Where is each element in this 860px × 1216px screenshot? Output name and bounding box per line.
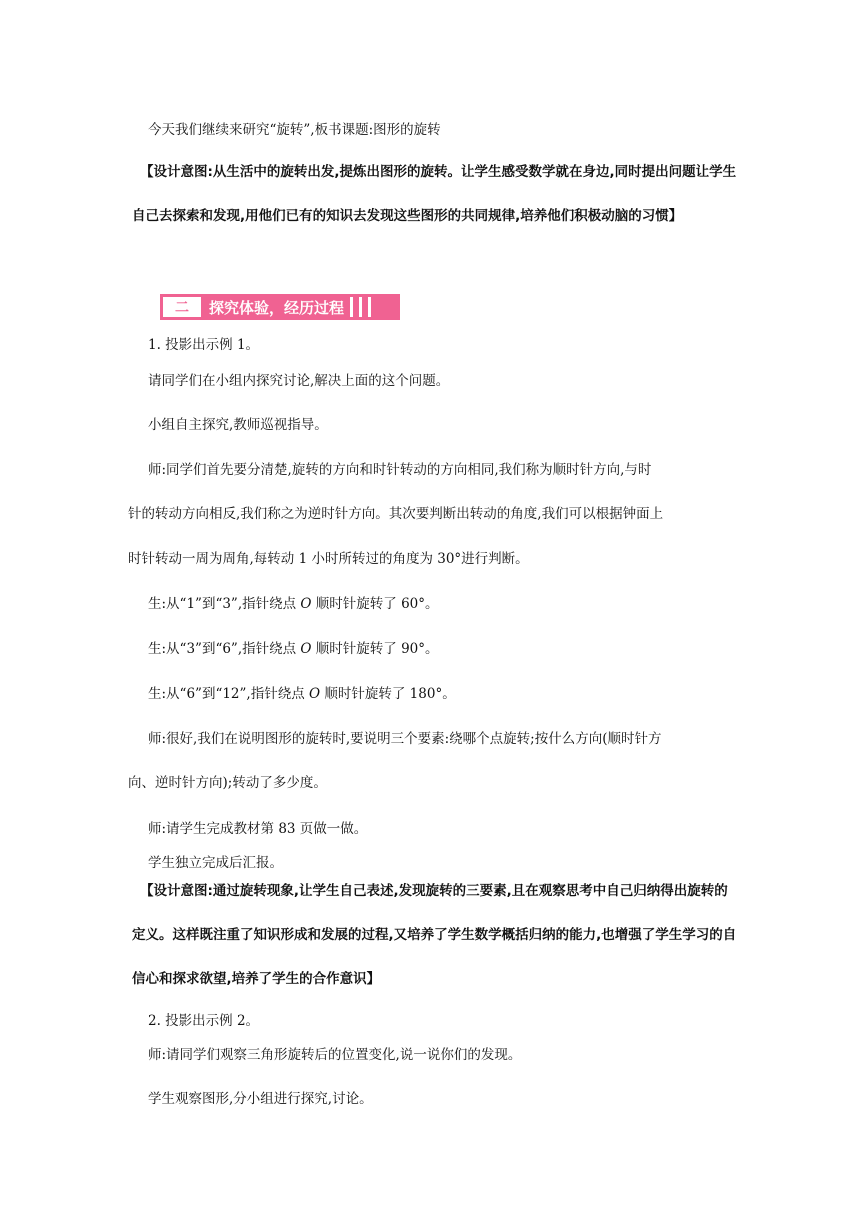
text-line: 小组自主探究,教师巡视指导。 bbox=[148, 417, 328, 433]
text-line: 时针转动一周为周角,每转动 1 小时所转过的角度为 30°进行判断。 bbox=[128, 551, 529, 567]
design-intent-1: 【设计意图:从生活中的旋转出发,提炼出图形的旋转。让学生感受数学就在身边,同时提出问题让学生自己去探索和发现,用他们已有的知识去发现这些图形的共同规律,培养他们积极动脑的习惯】 bbox=[132, 164, 737, 224]
text-line: 学生观察图形,分小组进行探究,讨论。 bbox=[148, 1091, 373, 1107]
decor-bar bbox=[350, 297, 353, 317]
text-line: 学生独立完成后汇报。 bbox=[148, 855, 283, 871]
text-line: 针的转动方向相反,我们称之为逆时针方向。其次要判断出转动的角度,我们可以根据钟面上 bbox=[128, 506, 664, 522]
section-header bbox=[160, 294, 400, 320]
text-line: 今天我们继续来研究“旋转”,板书课题:图形的旋转 bbox=[148, 122, 441, 138]
text-line: 向、逆时针方向);转动了多少度。 bbox=[128, 775, 327, 791]
text-line: 师:同学们首先要分清楚,旋转的方向和时针转动的方向相同,我们称为顺时针方向,与时 bbox=[148, 462, 652, 478]
text-line: 生:从“3”到“6”,指针绕点 O 顺时针旋转了 90°。 bbox=[148, 641, 439, 657]
design-intent-2: 【设计意图:通过旋转现象,让学生自己表述,发现旋转的三要素,且在观察思考中自己归纳得出旋转的定义。这样既注重了知识形成和发展的过程,又培养了学生数学概括归纳的能力,也增强了学生学习的自信心和探求欲望,培养了学生的合作意识】 bbox=[132, 883, 737, 987]
text-line: 师:请学生完成教材第 83 页做一做。 bbox=[148, 821, 368, 837]
text-line: 请同学们在小组内探究讨论,解决上面的这个问题。 bbox=[148, 373, 450, 389]
text-line: 生:从“6”到“12”,指针绕点 O 顺时针旋转了 180°。 bbox=[148, 686, 456, 702]
text-line: 1. 投影出示例 1。 bbox=[148, 337, 260, 353]
section-title: 探究体验，经历过程 bbox=[209, 298, 345, 317]
text-line: 生:从“1”到“3”,指针绕点 O 顺时针旋转了 60°。 bbox=[148, 596, 439, 612]
decor-bar bbox=[368, 297, 371, 317]
text-line: 师:请同学们观察三角形旋转后的位置变化,说一说你们的发现。 bbox=[148, 1047, 522, 1063]
text-line: 师:很好,我们在说明图形的旋转时,要说明三个要素:绕哪个点旋转;按什么方向(顺时针方 bbox=[148, 731, 662, 747]
text-line: 2. 投影出示例 2。 bbox=[148, 1013, 260, 1029]
decor-bar bbox=[359, 297, 362, 317]
section-number: 二 bbox=[163, 297, 201, 317]
